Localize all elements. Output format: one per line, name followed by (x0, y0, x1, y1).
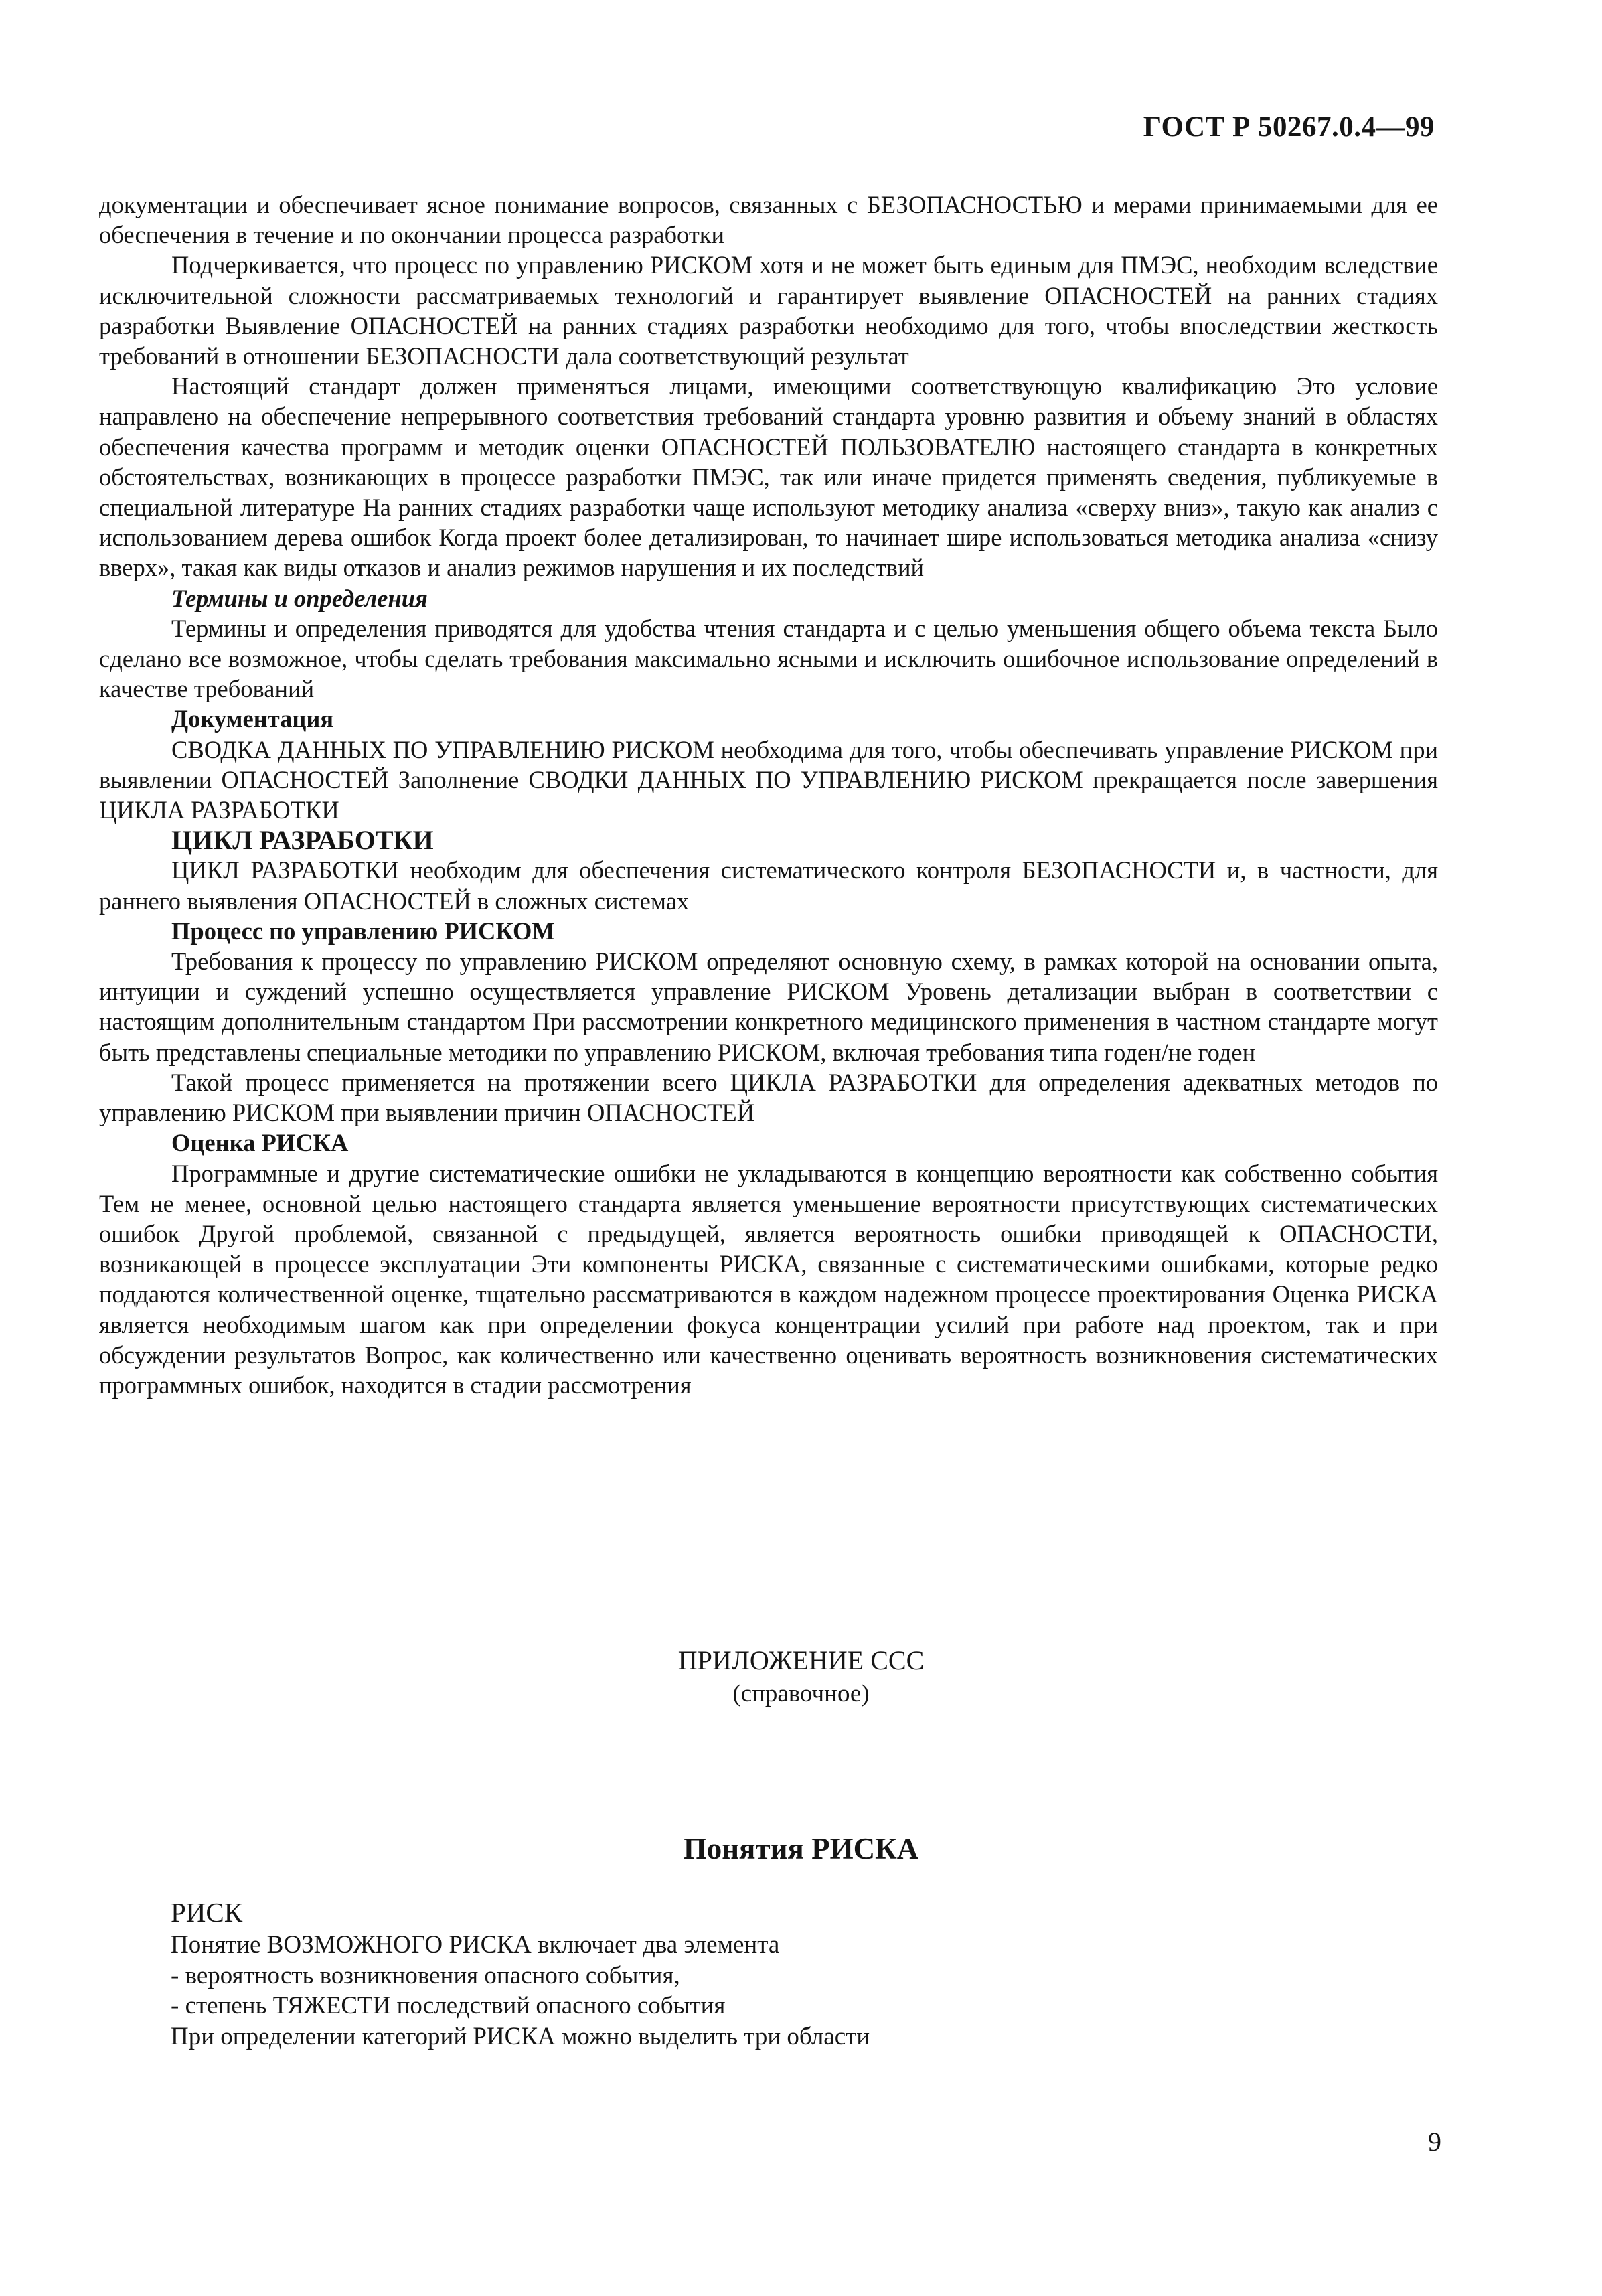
paragraph: Настоящий стандарт должен применяться лицами, имеющими соответствующую квалификацию Это условие направлено на обеспечение непрерывного соответствия требований стандарта уровню развития и объему знаний в областях обеспечения качества программ и методик оценки ОПАСНОСТЕЙ ПОЛЬЗОВАТЕЛЮ настоящего стандарта в конкретных обстоятельствах, возникающих в процессе разработки ПМЭС, так или иначе придется применять сведения, публикуемые в специальной литературе На ранних стадиях разработки чаще используют методику анализа «сверху вниз», такую как анализ с использованием дерева ошибок Когда проект более детализирован, то начинает шире использоваться методика анализа «снизу вверх», такая как виды отказов и анализ режимов нарушения и их последствий (99, 372, 1438, 582)
heading-development-cycle: ЦИКЛ РАЗРАБОТКИ (171, 825, 434, 856)
risk-intro: Понятие ВОЗМОЖНОГО РИСКА включает два элемента (171, 1931, 780, 1959)
body-text (99, 189, 1438, 1400)
heading-risk-assessment: Оценка РИСКА (171, 1129, 349, 1157)
document-id-header: ГОСТ Р 50267.0.4—99 (1143, 111, 1435, 143)
paragraph: Требования к процессу по управлению РИСКОМ определяют основную схему, в рамках которой на основании опыта, интуиции и суждений успешно осуществляется управление РИСКОМ Уровень детализации выбран в соответствии с настоящим дополнительным стандартом При рассмотрении конкретного медицинского применения в частном стандарте могут быть представлены специальные методики по управлению РИСКОМ, включая требования типа годен/не годен (99, 947, 1438, 1066)
list-item: - вероятность возникновения опасного события, (171, 1961, 680, 1989)
paragraph: Программные и другие систематические ошибки не укладываются в концепцию вероятности как собственно события Тем не менее, основной целью настоящего стандарта является уменьшение вероятности присутствующих систематических ошибок Другой проблемой, связанной с предыдущей, является вероятность ошибки приводящей к ОПАСНОСТИ, возникающей в процессе эксплуатации Эти компоненты РИСКА, связанные с систематическими ошибками, которые редко поддаются количественной оценке, тщательно рассматриваются в каждом надежном процессе проектирования Оценка РИСКА является необходимым шагом как при определении фокуса концентрации усилий при работе над проектом, так и при обсуждении результатов Вопрос, как количественно или качественно оценивать вероятность возникновения систематических программных ошибок, находится в стадии рассмотрения (99, 1159, 1438, 1399)
heading-documentation: Документация (171, 705, 334, 733)
paragraph: Такой процесс применяется на протяжении всего ЦИКЛА РАЗРАБОТКИ для определения адекватных методов по управлению РИСКОМ при выявлении причин ОПАСНОСТЕЙ (99, 1068, 1438, 1127)
heading-terms: Термины и определения (171, 584, 428, 612)
risk-outro: При определении категорий РИСКА можно выделить три области (171, 2022, 870, 2050)
appendix-subtitle: (справочное) (732, 1680, 870, 1707)
paragraph: Термины и определения приводятся для удобства чтения стандарта и с целью уменьшения общего объема текста Было сделано все возможное, чтобы сделать требования максимально ясными и исключить ошибочное использование определений в качестве требований (99, 614, 1438, 703)
paragraph: документации и обеспечивает ясное понимание вопросов, связанных с БЕЗОПАСНОСТЬЮ и мерами принимаемыми для ее обеспечения в течение и по окончании процесса разработки (99, 191, 1438, 249)
section-title: Понятия РИСКА (683, 1832, 919, 1865)
paragraph: Подчеркивается, что процесс по управлению РИСКОМ хотя и не может быть единым для ПМЭС, необходим вследствие исключительной сложности рассматриваемых технологий и гарантирует выявление ОПАСНОСТЕЙ на ранних стадиях разработки Выявление ОПАСНОСТЕЙ на ранних стадиях разработки необходимо для того, чтобы впоследствии жесткость требований в отношении БЕЗОПАСНОСТИ дала соответствующий результат (99, 251, 1438, 370)
list-item: - степень ТЯЖЕСТИ последствий опасного события (171, 1992, 726, 2019)
paragraph: СВОДКА ДАННЫХ ПО УПРАВЛЕНИЮ РИСКОМ необходима для того, чтобы обеспечивать управление РИСКОМ при выявлении ОПАСНОСТЕЙ Заполнение СВОДКИ ДАННЫХ ПО УПРАВЛЕНИЮ РИСКОМ прекращается после завершения ЦИКЛА РАЗРАБОТКИ (99, 735, 1438, 824)
page-number: 9 (1428, 2127, 1441, 2157)
appendix-title: ПРИЛОЖЕНИЕ ССС (677, 1645, 925, 1675)
paragraph: ЦИКЛ РАЗРАБОТКИ необходим для обеспечения систематического контроля БЕЗОПАСНОСТИ и, в частности, для раннего выявления ОПАСНОСТЕЙ в сложных системах (99, 856, 1438, 915)
risk-concepts (171, 1895, 1443, 2052)
term-heading: РИСК (171, 1897, 243, 1928)
heading-risk-process: Процесс по управлению РИСКОМ (171, 917, 555, 945)
